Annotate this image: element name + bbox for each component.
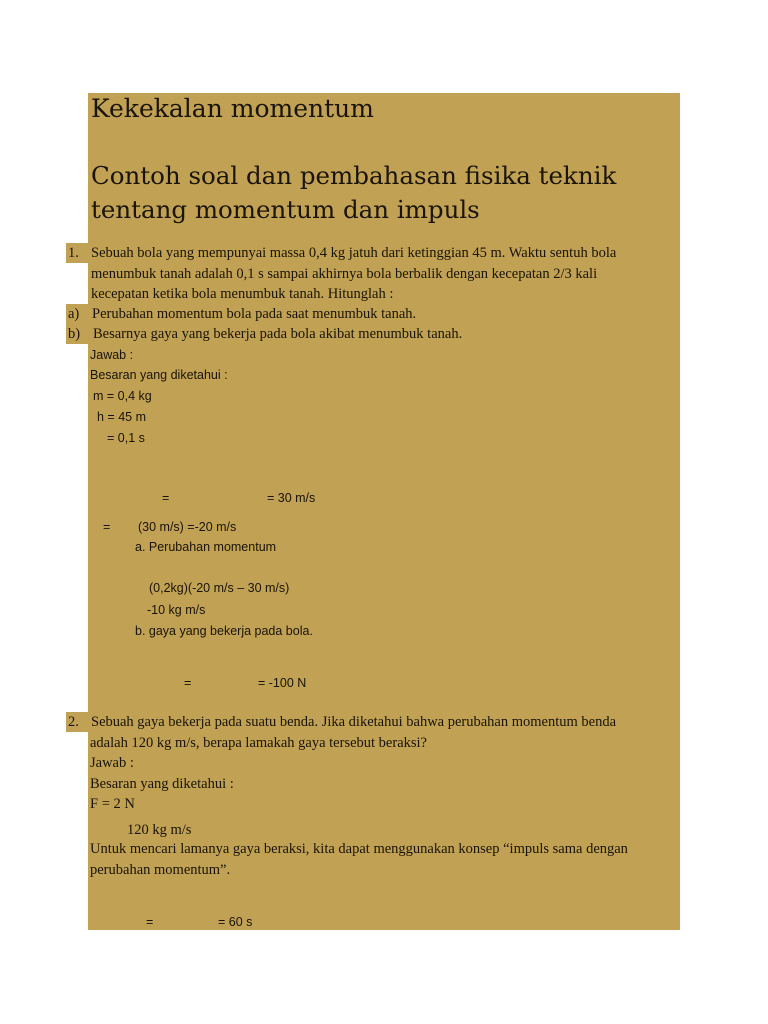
momentum-change-calc: (0,2kg)(-20 m/s – 30 m/s) (149, 581, 290, 595)
velocity-1-equals: = (162, 491, 170, 505)
answer-label: Jawab : (90, 348, 134, 362)
known-quantities-label-2: Besaran yang diketahui : (90, 776, 234, 792)
problem-1-b-text: Besarnya gaya yang bekerja pada bola akibat menumbuk tanah. (93, 326, 463, 342)
answer-label-2: Jawab : (90, 755, 134, 771)
problem-2-line-1: Sebuah gaya bekerja pada suatu benda. Jika diketahui bahwa perubahan momentum benda (91, 714, 617, 730)
velocity-1-result: = 30 m/s (267, 491, 316, 505)
problem-2-line-2: adalah 120 kg m/s, berapa lamakah gaya tersebut beraksi? (90, 735, 427, 751)
velocity-2-result: (30 m/s) =-20 m/s (138, 520, 237, 534)
explanation-line-2: perubahan momentum”. (90, 862, 231, 878)
time-result: = 60 s (218, 915, 253, 929)
known-quantities-label: Besaran yang diketahui : (90, 368, 228, 382)
problem-1-line-3: kecepatan ketika bola menumbuk tanah. Hitunglah : (91, 286, 394, 302)
time-value: = 0,1 s (107, 431, 145, 445)
part-a-heading: a. Perubahan momentum (135, 540, 277, 554)
subtitle-line-1: Contoh soal dan pembahasan fisika teknik (91, 161, 617, 190)
problem-1-b-marker: b) (68, 326, 81, 342)
force-result: = -100 N (258, 676, 307, 690)
subtitle-line-2: tentang momentum dan impuls (91, 195, 480, 224)
force-value: F = 2 N (90, 796, 135, 812)
problem-1-a-marker: a) (68, 306, 80, 322)
momentum-change-result: -10 kg m/s (147, 603, 206, 617)
height-value: h = 45 m (97, 410, 146, 424)
time-equals: = (146, 915, 154, 929)
explanation-line-1: Untuk mencari lamanya gaya beraksi, kita dapat menggunakan konsep “impuls sama dengan (90, 841, 628, 857)
momentum-change-value: 120 kg m/s (127, 822, 192, 838)
force-equals: = (184, 676, 192, 690)
problem-2-number: 2. (68, 714, 79, 730)
problem-1-number: 1. (68, 245, 79, 261)
page-title: Kekekalan momentum (91, 94, 374, 123)
part-b-heading: b. gaya yang bekerja pada bola. (135, 624, 313, 638)
problem-1-line-2: menumbuk tanah adalah 0,1 s sampai akhirnya bola berbalik dengan kecepatan 2/3 kali (91, 266, 598, 282)
problem-1-a-text: Perubahan momentum bola pada saat menumbuk tanah. (92, 306, 417, 322)
mass-value: m = 0,4 kg (93, 389, 152, 403)
velocity-2-equals: = (103, 520, 111, 534)
problem-1-line-1: Sebuah bola yang mempunyai massa 0,4 kg jatuh dari ketinggian 45 m. Waktu sentuh bola (91, 245, 617, 261)
